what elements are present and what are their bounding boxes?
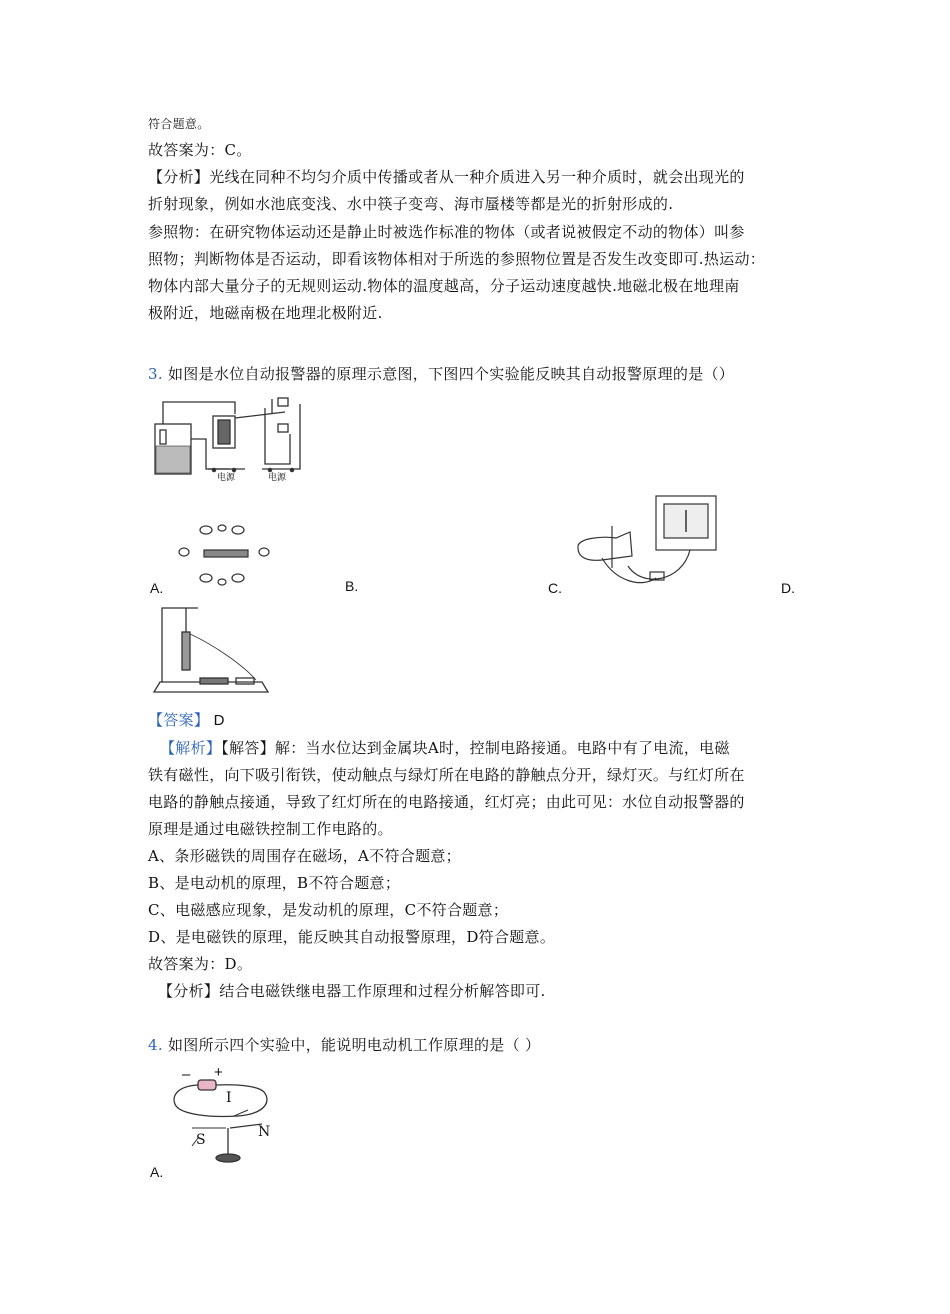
text-line: 符合题意。 — [148, 117, 210, 131]
galvanometer-figure — [572, 492, 722, 592]
analysis-line: 【解析】【解答】解：当水位达到金属块A时，控制电路接通。电路中有了电流，电磁 — [160, 739, 730, 757]
text-line: 【分析】光线在同种不均匀介质中传播或者从一种介质进入另一种介质时，就会出现光的 — [148, 168, 745, 186]
text-line: 折射现象，例如水池底变浅、水中筷子变弯、海市蜃楼等都是光的折射形成的. — [148, 195, 674, 213]
question-number: 4. — [148, 1036, 163, 1054]
question-3 — [148, 364, 734, 384]
analysis-tag: 【解析】 — [160, 739, 222, 757]
analysis-line: 原理是通过电磁铁控制工作电路的。 — [148, 820, 393, 838]
analysis-line: A、条形磁铁的周围存在磁场，A不符合题意； — [148, 847, 461, 865]
analysis-line: 铁有磁性，向下吸引衔铁，使动触点与绿灯所在电路的静触点分开，绿灯灭。与红灯所在 — [148, 766, 745, 784]
text-line: 故答案为：C。 — [148, 141, 252, 159]
analysis-line: 故答案为：D。 — [148, 955, 253, 973]
question-text: 如图所示四个实验中，能说明电动机工作原理的是（ ） — [168, 1036, 541, 1054]
answer-tag: 【答案】 — [148, 712, 210, 729]
south-label: S — [196, 1132, 206, 1148]
text-line: 照物；判断物体是否运动，即看该物体相对于所选的参照物位置是否发生改变即可.热运动： — [148, 250, 766, 268]
minus-label: – — [182, 1066, 191, 1083]
question-4 — [148, 1035, 540, 1055]
answer-value: D — [213, 712, 225, 729]
figure-label-power-1: 电源 — [217, 472, 236, 482]
analysis-line: 电路的静触点接通，导致了红灯所在的电路接通，红灯亮；由此可见：水位自动报警器的 — [148, 793, 745, 811]
oersted-experiment-figure — [168, 1068, 278, 1168]
answer-line — [148, 711, 225, 731]
text-line: 物体内部大量分子的无规则运动.物体的温度越高，分子运动速度越快.地磁北极在地理南 — [148, 277, 740, 295]
analysis-line: C、电磁感应现象，是发动机的原理，C不符合题意； — [148, 901, 509, 919]
analysis-line: 【分析】结合电磁铁继电器工作原理和过程分析解答即可. — [158, 982, 546, 1000]
option-c-label: C. — [548, 580, 562, 596]
bar-magnet-figure — [176, 522, 276, 588]
question-number: 3. — [148, 365, 163, 383]
plus-label: + — [214, 1064, 223, 1081]
option-b-label: B. — [345, 578, 359, 594]
north-label: N — [258, 1124, 271, 1140]
text-line: 参照物：在研究物体运动还是静止时被选作标准的物体（或者说被假定不动的物体）叫参 — [148, 223, 745, 241]
electromagnet-stand-figure — [152, 604, 272, 696]
analysis-line: D、是电磁铁的原理，能反映其自动报警原理，D符合题意。 — [148, 928, 556, 946]
figure-label-power-2: 电源 — [268, 472, 287, 482]
question-text: 如图是水位自动报警器的原理示意图，下图四个实验能反映其自动报警原理的是（） — [168, 365, 735, 383]
option-d-label: D. — [781, 580, 795, 596]
text-line: 极附近，地磁南极在地理北极附近. — [148, 304, 383, 322]
analysis-line: B、是电动机的原理，B不符合题意； — [148, 874, 401, 892]
option-a-label: A. — [150, 1164, 164, 1180]
option-a-label: A. — [150, 580, 164, 596]
current-label: I — [226, 1090, 232, 1106]
